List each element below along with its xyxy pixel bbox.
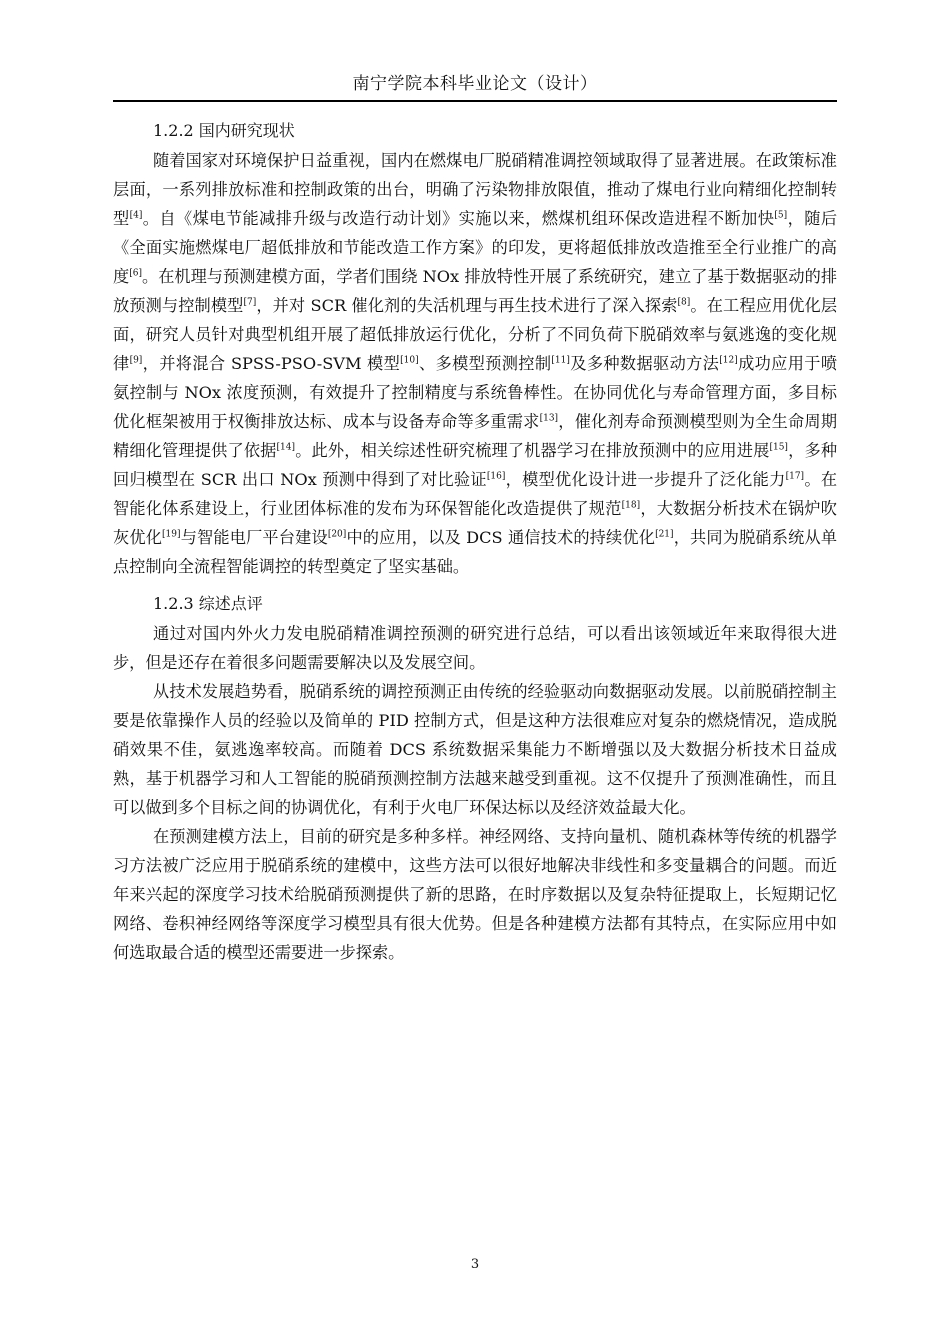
paragraph-domestic-research: [113, 146, 837, 581]
citation-ref: [21]: [655, 529, 674, 540]
citation-ref: [14]: [276, 442, 296, 453]
paragraph-modeling-methods: 在预测建模方法上，目前的研究是多种多样。神经网络、支持向量机、随机森林等传统的机器学习方法被广泛应用于脱硝系统的建模中，这些方法可以很好地解决非线性和多变量耦合的问题。而近年来兴起的深度学习技术给脱硝预测提供了新的思路，在时序数据以及复杂特征提取上，长短期记忆网络、卷积神经网络等深度学习模型具有很大优势。但是各种建模方法都有其特点，在实际应用中如何选取最合适的模型还需要进一步探索。: [113, 827, 837, 962]
text-run: 。自《煤电节能减排升级与改造行动计划》实施以来，燃煤机组环保改造进程不断加快: [142, 209, 775, 228]
text-run: ，催化剂寿命预测模型则为全生命周期精细化管理提供了依据: [113, 412, 838, 460]
text-run: 与智能电厂平台建设: [180, 528, 328, 547]
text-run: 。此外，相关综述性研究梳理了机器学习在排放预测中的应用进展: [295, 441, 770, 460]
text-run: ，多种回归模型在 SCR 出口 NOx 预测中得到了对比验证: [113, 441, 838, 489]
citation-ref: [4]: [129, 210, 143, 221]
section-heading-1-2-2: 1.2.2 国内研究现状: [153, 121, 295, 140]
citation-ref: [17]: [785, 471, 805, 482]
citation-ref: [13]: [539, 413, 559, 424]
section-heading-1-2-3: 1.2.3 综述点评: [153, 594, 263, 613]
citation-ref: [20]: [327, 529, 347, 540]
text-run: 、多模型预测控制: [418, 354, 552, 373]
citation-ref: [15]: [769, 442, 788, 453]
text-run: ，模型优化设计进一步提升了泛化能力: [505, 470, 786, 489]
text-run: ，大数据分析技术在锅炉吹灰优化: [113, 499, 837, 547]
text-run: 。在智能化体系建设上，行业团体标准的发布为环保智能化改造提供了规范: [113, 470, 838, 518]
running-header: 南宁学院本科毕业论文（设计）: [352, 74, 598, 94]
text-run: 中的应用，以及 DCS 通信技术的持续优化: [346, 528, 656, 547]
header-rule: [113, 100, 837, 102]
text-run: ，随后《全面实施燃煤电厂超低排放和节能改造工作方案》的印发，更将超低排放改造推至全行业推广的高度: [113, 209, 838, 286]
text-run: 。在工程应用优化层面，研究人员针对典型机组开展了超低排放运行优化，分析了不同负荷下脱硝效率与氨逃逸的变化规律: [113, 296, 838, 373]
page-number: 3: [470, 1257, 480, 1272]
citation-ref: [12]: [719, 355, 738, 366]
text-run: ，共同为脱硝系统从单点控制向全流程智能调控的转型奠定了坚实基础。: [113, 528, 838, 576]
citation-ref: [18]: [621, 500, 641, 511]
text-run: ，并对 SCR 催化剂的失活机理与再生技术进行了深入探索: [256, 296, 678, 315]
text-run: 。在机理与预测建模方面，学者们围绕 NOx 排放特性开展了系统研究，建立了基于数据驱动的排放预测与控制模型: [113, 267, 838, 315]
citation-ref: [9]: [129, 355, 143, 366]
text-run: 成功应用于喷氨控制与 NOx 浓度预测，有效提升了控制精度与系统鲁棒性。在协同优化与寿命管理方面，多目标优化框架被用于权衡排放达标、成本与设备寿命等多重需求: [113, 354, 838, 431]
citation-ref: [7]: [243, 297, 257, 308]
citation-ref: [8]: [677, 297, 691, 308]
text-run: 及多种数据驱动方法: [569, 354, 720, 373]
citation-ref: [6]: [129, 268, 142, 279]
citation-ref: [5]: [774, 210, 788, 221]
citation-ref: [16]: [486, 471, 506, 482]
citation-ref: [10]: [400, 355, 419, 366]
page-body: [113, 116, 837, 967]
citation-ref: [19]: [162, 529, 181, 540]
paragraph-review-summary: 通过对国内外火力发电脱硝精准调控预测的研究进行总结，可以看出该领域近年来取得很大进步，但是还存在着很多问题需要解决以及发展空间。: [113, 624, 837, 672]
paragraph-technology-trend: 从技术发展趋势看，脱硝系统的调控预测正由传统的经验驱动向数据驱动发展。以前脱硝控制主要是依靠操作人员的经验以及简单的 PID 控制方式，但是这种方法很难应对复杂的燃烧情况，造成脱硝效果不佳，氨逃逸率较高。而随着 DCS 系统数据采集能力不断增强以及大数据分析技术日益成熟，基于机器学习和人工智能的脱硝预测控制方法越来越受到重视。这不仅提升了预测准确性，而且可以做到多个目标之间的协调优化，有利于火电厂环保达标以及经济效益最大化。: [113, 682, 837, 817]
text-run: 随着国家对环境保护日益重视，国内在燃煤电厂脱硝精准调控领域取得了显著进展。在政策标准层面，一系列排放标准和控制政策的出台，明确了污染物排放限值，推动了煤电行业向精细化控制转型: [113, 151, 837, 228]
citation-ref: [11]: [551, 355, 570, 366]
text-run: ，并将混合 SPSS-PSO-SVM 模型: [142, 354, 401, 373]
